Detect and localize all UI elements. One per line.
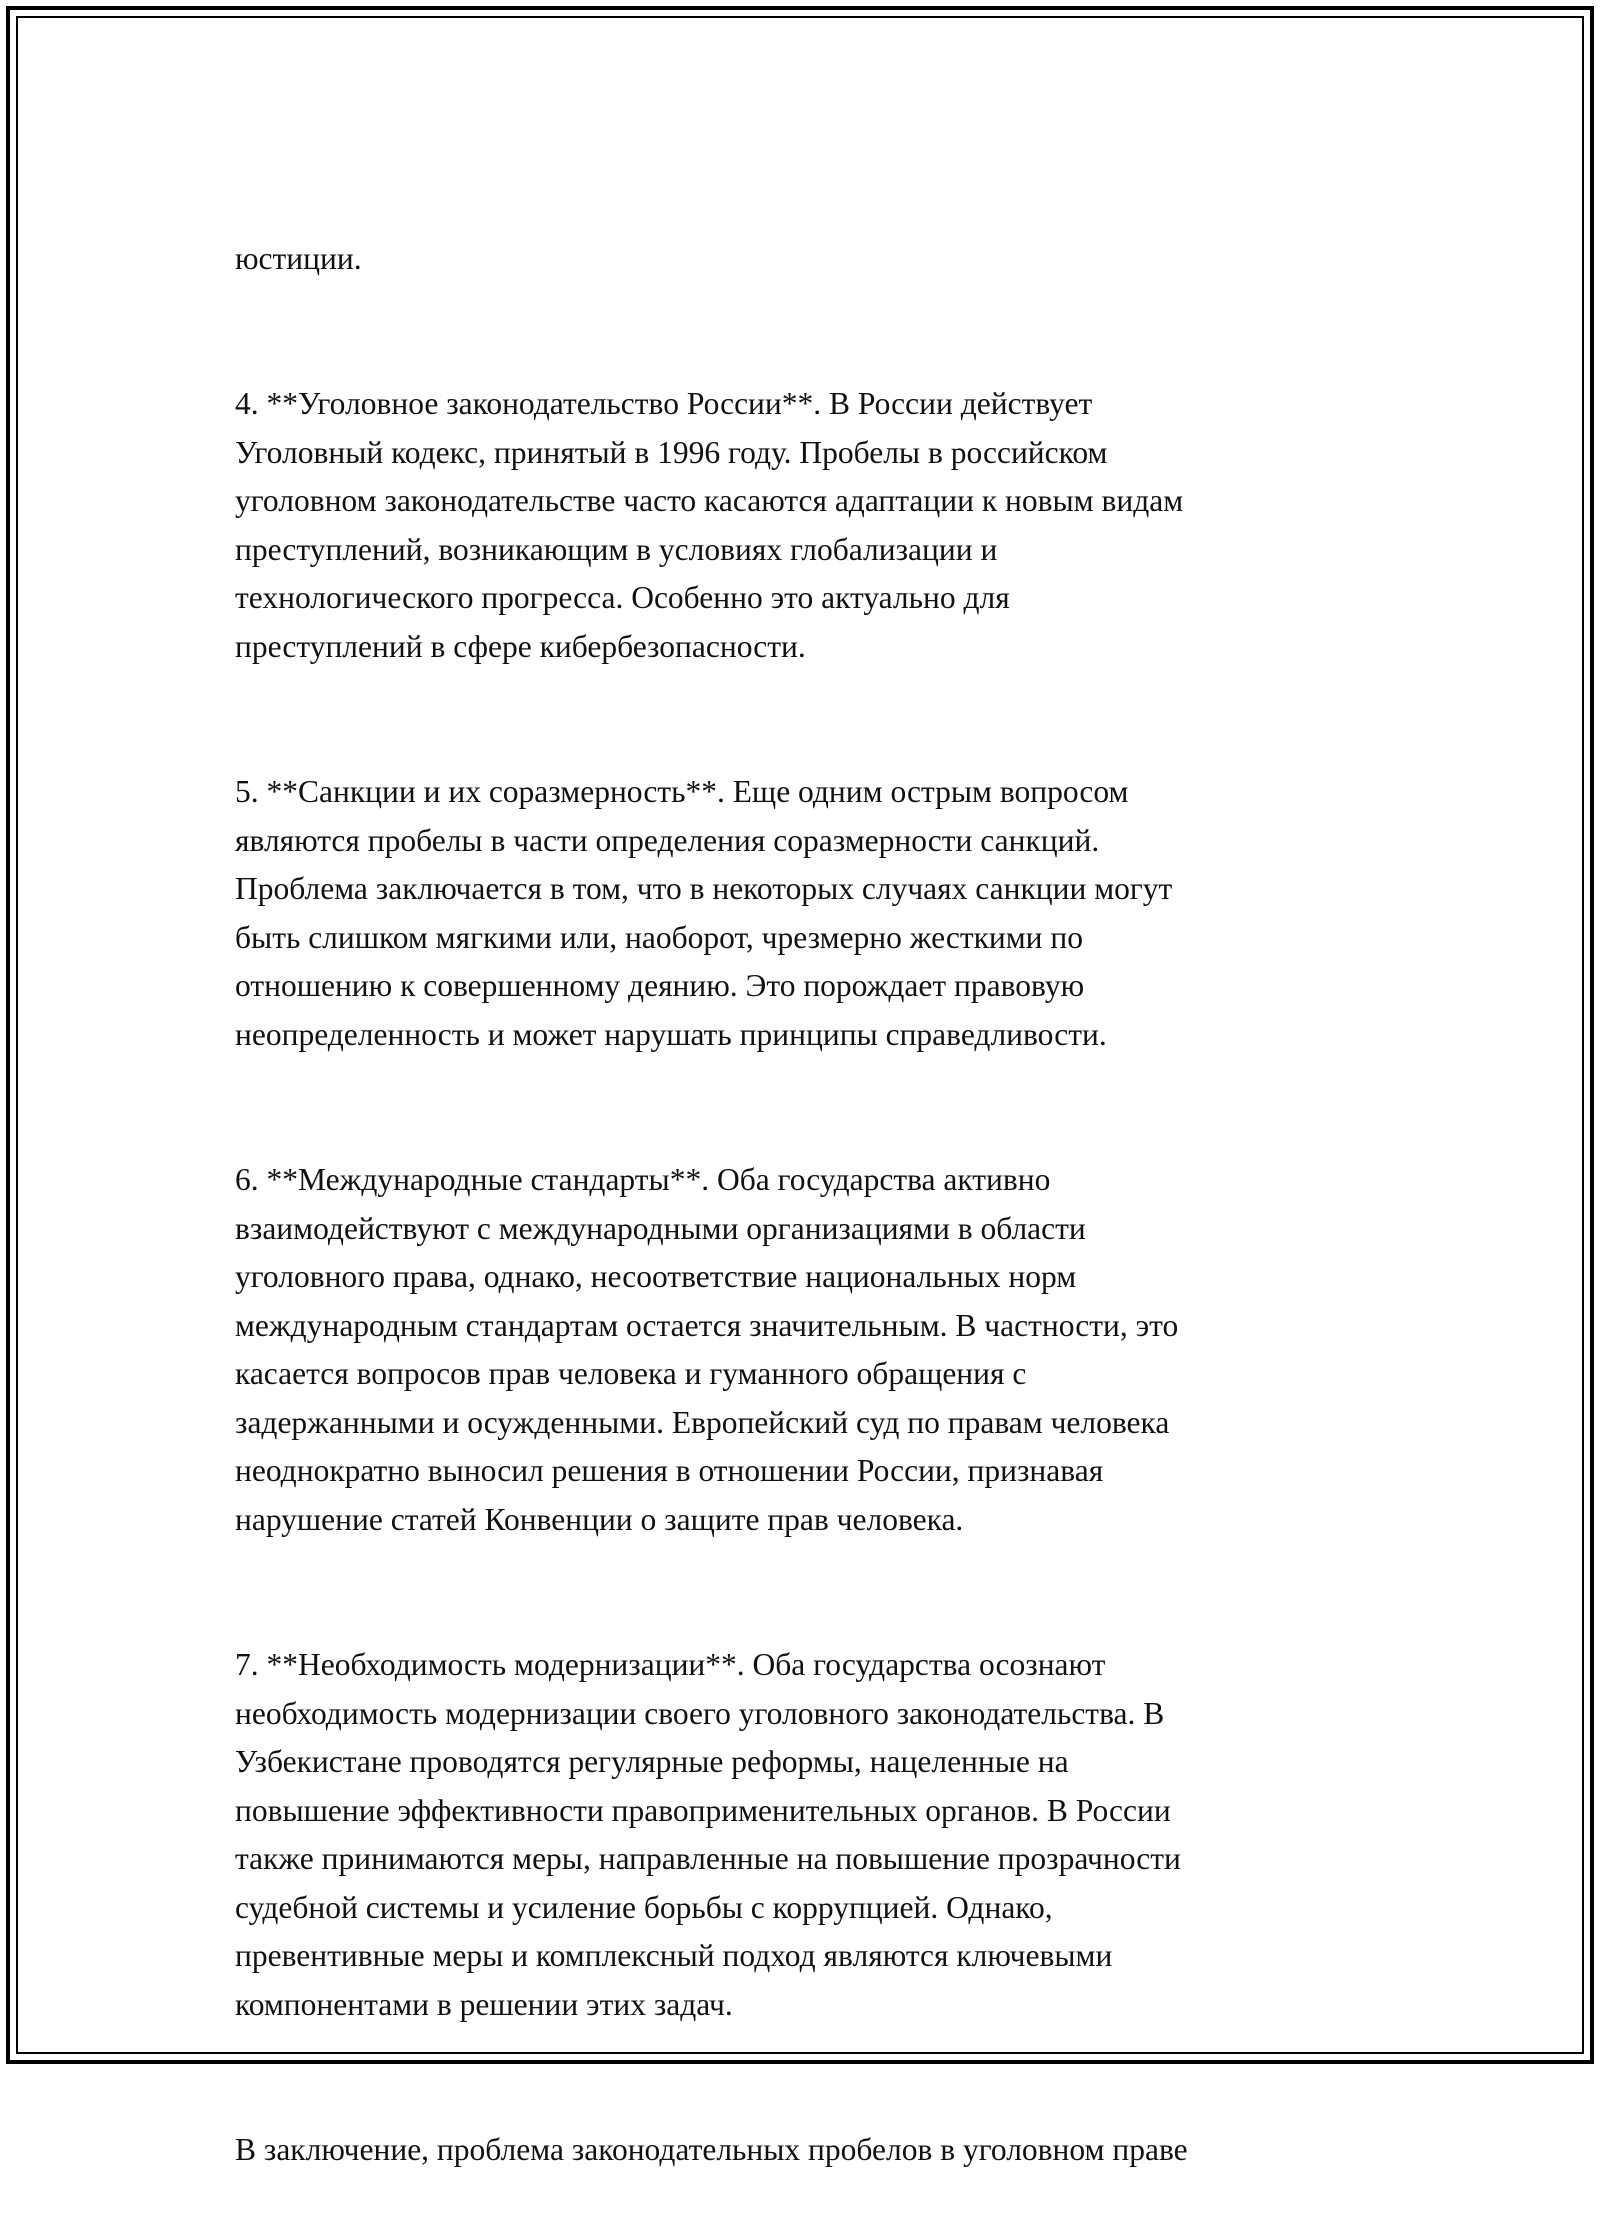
paragraph-item-7: 7. **Необходимость модернизации**. Оба государства осознают необходимость модернизации своего уголовного законодательства. В Узбекистане проводятся регулярные реформы, нацеленные на повышение эффективности правоприменительных органов. В России также принимаются меры, направленные на повышение прозрачности судебной системы и усиление борьбы с коррупцией. Однако, превентивные меры и комплексный подход являются ключевыми компонентами в решении этих задач.	[235, 1647, 1181, 2022]
paragraph-item-4: 4. **Уголовное законодательство России**. В России действует Уголовный кодекс, принятый в 1996 году. Пробелы в российском уголовном законодательстве часто касаются адаптации к новым видам преступлений, возникающим в условиях глобализации и технологического прогресса. Особенно это актуально для преступлений в сфере кибербезопасности.	[235, 386, 1184, 664]
paragraph-item-6: 6. **Международные стандарты**. Оба государства активно взаимодействуют с международными организациями в области уголовного права, однако, несоответствие национальных норм международным стандартам остается значительным. В частности, это касается вопросов прав человека и гуманного обращения с задержанными и осужденными. Европейский суд по правам человека неоднократно выносил решения в отношении России, признавая нарушение статей Конвенции о защите прав человека.	[235, 1162, 1179, 1537]
paragraph-continuation: юстиции.	[235, 240, 362, 276]
paragraph-conclusion: В заключение, проблема законодательных пробелов в уголовном праве	[235, 2132, 1188, 2167]
paragraph-item-5: 5. **Санкции и их соразмерность**. Еще одним острым вопросом являются пробелы в части определения соразмерности санкций. Проблема заключается в том, что в некоторых случаях санкции могут быть слишком мягкими или, наоборот, чрезмерно жесткими по отношению к совершенному деянию. Это порождает правовую неопределенность и может нарушать принципы справедливости.	[235, 774, 1173, 1052]
document-body	[235, 186, 1385, 2223]
